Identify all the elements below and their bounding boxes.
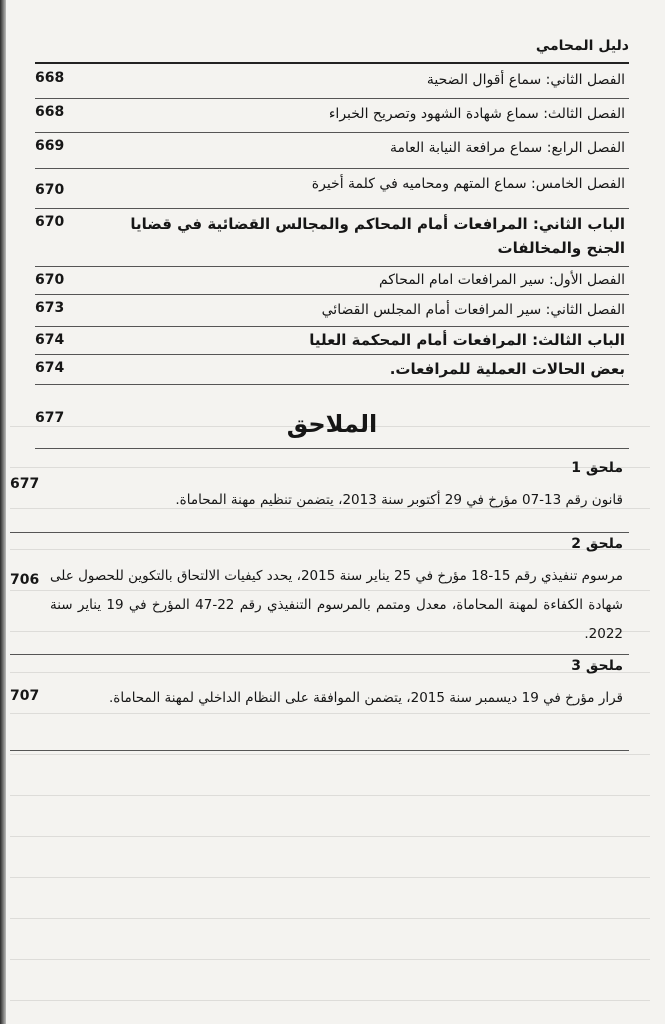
toc-page-number: 673 [35, 300, 65, 316]
annex-label: ملحق 1 [571, 460, 623, 476]
annex-entry [10, 456, 629, 533]
toc-page-number: 674 [35, 360, 65, 376]
toc-row [35, 64, 629, 99]
annex-page-number: 706 [10, 572, 40, 588]
annex-description: قرار مؤرخ في 19 ديسمبر سنة 2015، يتضمن الموافقة على النظام الداخلي لمهنة المحاماة. [108, 690, 623, 706]
toc-entry-text: الفصل الرابع: سماع مرافعة النيابة العامة [389, 140, 625, 156]
toc-entry-text: الفصل الثاني: سماع أقوال الضحية [426, 72, 625, 88]
toc-page-number: 670 [35, 214, 65, 230]
toc-page-number: 669 [35, 138, 65, 154]
toc-entry-text: الباب الثالث: المرافعات أمام المحكمة العليا [309, 331, 625, 349]
toc-entry-text: الفصل الثالث: سماع شهادة الشهود وتصريح الخبراء [328, 106, 625, 122]
page-header [35, 32, 629, 64]
toc-entry-text: بعض الحالات العملية للمرافعات. [389, 360, 625, 378]
toc-row [35, 168, 629, 209]
annex-label: ملحق 3 [571, 658, 623, 674]
toc-page-number: 670 [35, 182, 65, 198]
toc-row [35, 326, 629, 355]
page-binding-edge [0, 0, 6, 1024]
annex-label: ملحق 2 [571, 536, 623, 552]
toc-page-number: 668 [35, 70, 65, 86]
annex-entry [10, 532, 629, 655]
toc-entry-text: الفصل الثاني: سير المرافعات أمام المجلس القضائي [321, 302, 625, 318]
book-title: دليل المحامي [535, 38, 629, 54]
toc-row [35, 208, 629, 267]
toc-row [35, 294, 629, 327]
toc-row [35, 266, 629, 295]
toc-entry-text: الفصل الأول: سير المرافعات امام المحاكم [378, 272, 625, 288]
annex-description: قانون رقم 13-07 مؤرخ في 29 أكتوبر سنة 2013، يتضمن تنظيم مهنة المحاماة. [175, 492, 623, 508]
annexes-title: الملاحق [286, 410, 378, 438]
annexes-page-number: 677 [35, 410, 65, 426]
toc-page-number: 674 [35, 332, 65, 348]
toc-row [35, 354, 629, 385]
annex-entry [10, 654, 629, 751]
toc-entry-text: الفصل الخامس: سماع المتهم ومحاميه في كلمة أخيرة [311, 176, 625, 192]
toc-page-number: 668 [35, 104, 65, 120]
toc-row [35, 98, 629, 133]
toc-entry-text: الباب الثاني: المرافعات أمام المحاكم والمجالس القضائية في قضايا الجنح والمخالفات [130, 215, 625, 257]
annex-description: مرسوم تنفيذي رقم 15-18 مؤرخ في 25 يناير سنة 2015، يحدد كيفيات الالتحاق بالتكوين للحصول على شهادة الكفاءة لمهنة المحاماة، معدل ومتمم بالمرسوم التنفيذي رقم 22-47 المؤرخ في 19 يناير سنة 2022. [50, 568, 623, 642]
toc-page-number: 670 [35, 272, 65, 288]
annex-page-number: 677 [10, 476, 40, 492]
annex-page-number: 707 [10, 688, 40, 704]
toc-row [35, 132, 629, 169]
